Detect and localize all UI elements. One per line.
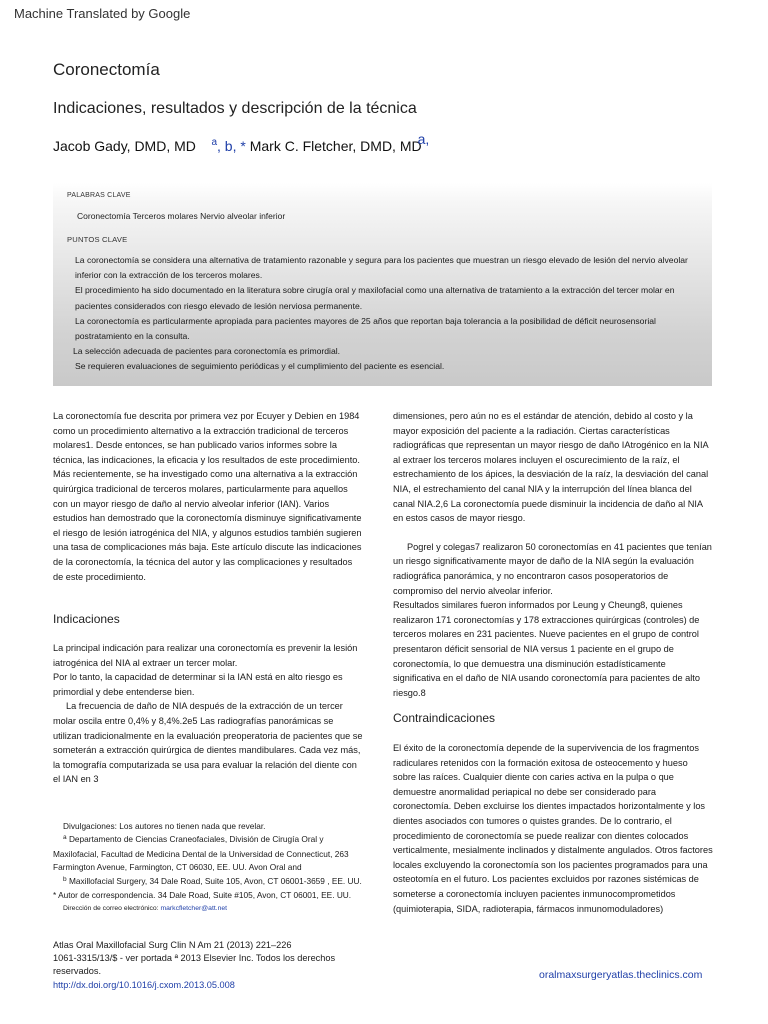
machine-translated-banner: Machine Translated by Google <box>14 6 191 21</box>
doi-link[interactable]: http://dx.doi.org/10.1016/j.cxom.2013.05.008 <box>53 979 235 990</box>
author-1-name: Jacob Gady, DMD, MD <box>53 138 196 154</box>
key-points-box <box>53 183 712 386</box>
keypoint-item: El procedimiento ha sido documentado en la literatura sobre cirugía oral y maxilofacial como una alternativa de tratamiento a la extracción del tercer molar en pacientes considerados con riesgo elevado de lesión nerviosa permanente. <box>75 285 675 311</box>
keypoint-item: La coronectomía se considera una alternativa de tratamiento razonable y segura para los pacientes que muestran un riesgo elevado de lesión del nervio alveolar inferior con la extracción de los terceros molares. <box>75 255 688 281</box>
journal-citation: Atlas Oral Maxillofacial Surg Clin N Am 21 (2013) 221–226 <box>53 940 292 950</box>
author-2-affiliation-sup[interactable]: a, <box>417 131 430 147</box>
right-column-contraindicaciones <box>393 741 713 916</box>
author-1-affiliation-sup[interactable]: a <box>211 137 218 148</box>
author-line: Jacob Gady, DMD, MD $^a$, b, * Mark C. Fletcher, DMD, MDa, <box>53 131 430 154</box>
author-2-name: Mark C. Fletcher, DMD, MD <box>249 138 422 154</box>
affiliation-a-sup: a <box>63 834 67 842</box>
affiliation-b-sup: b <box>63 875 67 883</box>
affiliation-b <box>53 875 363 903</box>
journal-website-link[interactable]: oralmaxsurgeryatlas.theclinics.com <box>539 969 703 981</box>
journal-info <box>53 939 353 992</box>
left-column-indicaciones <box>53 641 363 787</box>
email-line <box>53 902 363 915</box>
right-column-top <box>393 409 713 700</box>
journal-issn: 1061-3315/13/$ - ver portada ª 2013 Elsevier Inc. Todos los derechos reservados. <box>53 953 336 977</box>
right-paragraph-1: dimensiones, pero aún no es el estándar de atención, debido al costo y la mayor exposición del paciente a la radiación. Ciertas características radiográficas que representan un mayor riesgo de daño IAtrogénico en la NIA al extraer los terceros molares incluyen el oscurecimiento de la raíz, el estrechamiento de los ápices, la desviación de la raíz, la desviación del canal NIA, el estrechamiento del canal NIA y la interrupción del línea blanca del canal NIA.2,6 La coronectomía puede disminuir la incidencia de daño al NIA en estos casos de mayor riesgo. <box>393 411 709 524</box>
footnote-block <box>53 820 363 916</box>
indicaciones-paragraph-2: Por lo tanto, la capacidad de determinar si la IAN está en alto riesgo es primordial y debe entenderse bien. <box>53 672 343 697</box>
keywords-heading: PALABRAS CLAVE <box>67 192 131 199</box>
disclosure-note: Divulgaciones: Los autores no tienen nada que revelar. <box>63 821 266 831</box>
email-link[interactable]: markcfletcher@att.net <box>160 905 228 913</box>
keypoint-item: La coronectomía es particularmente apropiada para pacientes mayores de 25 años que reportan baja tolerancia a la posibilidad de déficit neurosensorial postratamiento en la consulta. <box>75 315 656 342</box>
indicaciones-paragraph-1: La principal indicación para realizar una coronectomía es prevenir la lesión iatrogénica del NIA al extraer un tercer molar. <box>53 643 358 668</box>
affiliation-b-text: Maxillofacial Surgery, 34 Dale Road, Suite 105, Avon, CT 06001-3659 , EE. UU. * Autor de correspondencia. 34 Dale Road, Suite #105, Avon, CT 06001, EE. UU. <box>53 875 362 901</box>
keypoint-item: La selección adecuada de pacientes para coronectomía es primordial. <box>73 346 341 357</box>
article-title: Coronectomía <box>53 60 160 79</box>
indicaciones-paragraph-3: La frecuencia de daño de NIA después de la extracción de un tercer molar oscila entre 0,4% y 8,4%.2e5 Las radiografías panorámicas se utilizan tradicionalmente en la evaluación preoperatoria de pacientes que se someterán a extracción quirúrgica de dientes mandibulares. Cada vez más, la tomografía computarizada se usa para evaluar la relación del diente con el IAN en 3 <box>53 701 363 785</box>
intro-paragraph: La coronectomía fue descrita por primera vez por Ecuyer y Debien en 1984 como un procedimiento alternativo a la extracción tradicional de terceros molares1. Desde entonces, se han publicado varios informes sobre la técnica, las indicaciones, la eficacia y los resultados de este procedimiento. Más recientemente, se ha investigado como una alternativa a la extracción quirúrgica tradicional de terceros molares, particularmente para aquellos con un mayor riesgo de daño al nervio alveolar inferior (IAN). Varios estudios han demostrado que la coronectomía disminuye significativamente el riesgo de lesión iatrogénica del NIA, y algunos estudios también sugieren una tasa de complicaciones más baja. Este artículo discute las indicaciones de la coronectomía, la técnica del autor y las complicaciones y resultados de este procedimiento. <box>53 411 362 582</box>
article-subtitle: Indicaciones, resultados y descripción de la técnica <box>53 100 417 117</box>
contraindicaciones-heading: Contraindicaciones <box>393 711 496 725</box>
affiliation-a-text: Departamento de Ciencias Craneofaciales, División de Cirugía Oral y Maxilofacial, Facultad de Medicina Dental de la Universidad de Connecticut, 263 Farmington Avenue, Farmington, CT 06030, EE. UU. Avon Oral and <box>53 834 349 873</box>
keypoints-heading: PUNTOS CLAVE <box>67 235 128 244</box>
keypoints-list <box>75 253 695 375</box>
left-column-intro <box>53 409 363 584</box>
keywords: Coronectomía Terceros molares Nervio alveolar inferior <box>77 211 286 221</box>
right-paragraph-2: Pogrel y colegas7 realizaron 50 coronectomías en 41 pacientes que tenían un riesgo significativamente mayor de daño de la NIA según la evaluación radiográfica panorámica, y no encontraron casos posoperatorios de compromiso del nervio alveolar inferior. <box>393 541 712 596</box>
right-paragraph-3: Resultados similares fueron informados por Leung y Cheung8, quienes realizaron 171 coronectomías y 178 extracciones quirúrgicas (controles) de terceros molares en 231 pacientes. Nueve pacientes en el grupo de control presentaron déficit sensorial de NIA versus 1 paciente en el grupo de coronectomía, lo que demuestra una disminución estadísticamente significativa en el daño de NIA usando coronectomía para pacientes de alto riesgo.8 <box>393 600 700 698</box>
author-1-affiliation-links[interactable]: b, * <box>224 138 246 154</box>
contraindicaciones-paragraph: El éxito de la coronectomía depende de la supervivencia de los fragmentos radiculares retenidos con la formación exitosa de osteocemento y hueso sobre las raíces. Cualquier diente con caries activa en la pulpa o que demuestre anormalidad periapical no debe ser considerado para coronectomía. Deben excluirse los dientes impactados horizontalmente y los dientes asociados con tumores o quistes grandes. De lo contrario, el procedimiento de coronectomía se puede realizar con dientes colocados verticalmente, mesialmente inclinados y distalmente angulados. Otros factores locales excluyendo la coronectomía son los pacientes programados para una osteotomía en el futuro. Los pacientes excluidos por razones sistémicas de someterse a coronectomía incluyen pacientes inmunocomprometidos (quimioterapia, SIDA, radioterapia, fármacos inmunomoduladores) <box>393 743 713 914</box>
keypoint-item: Se requieren evaluaciones de seguimiento periódicas y el cumplimiento del paciente es esencial. <box>75 361 445 372</box>
affiliation-a <box>53 833 363 874</box>
indicaciones-heading: Indicaciones <box>53 612 120 626</box>
email-label: Dirección de correo electrónico: <box>63 905 159 913</box>
